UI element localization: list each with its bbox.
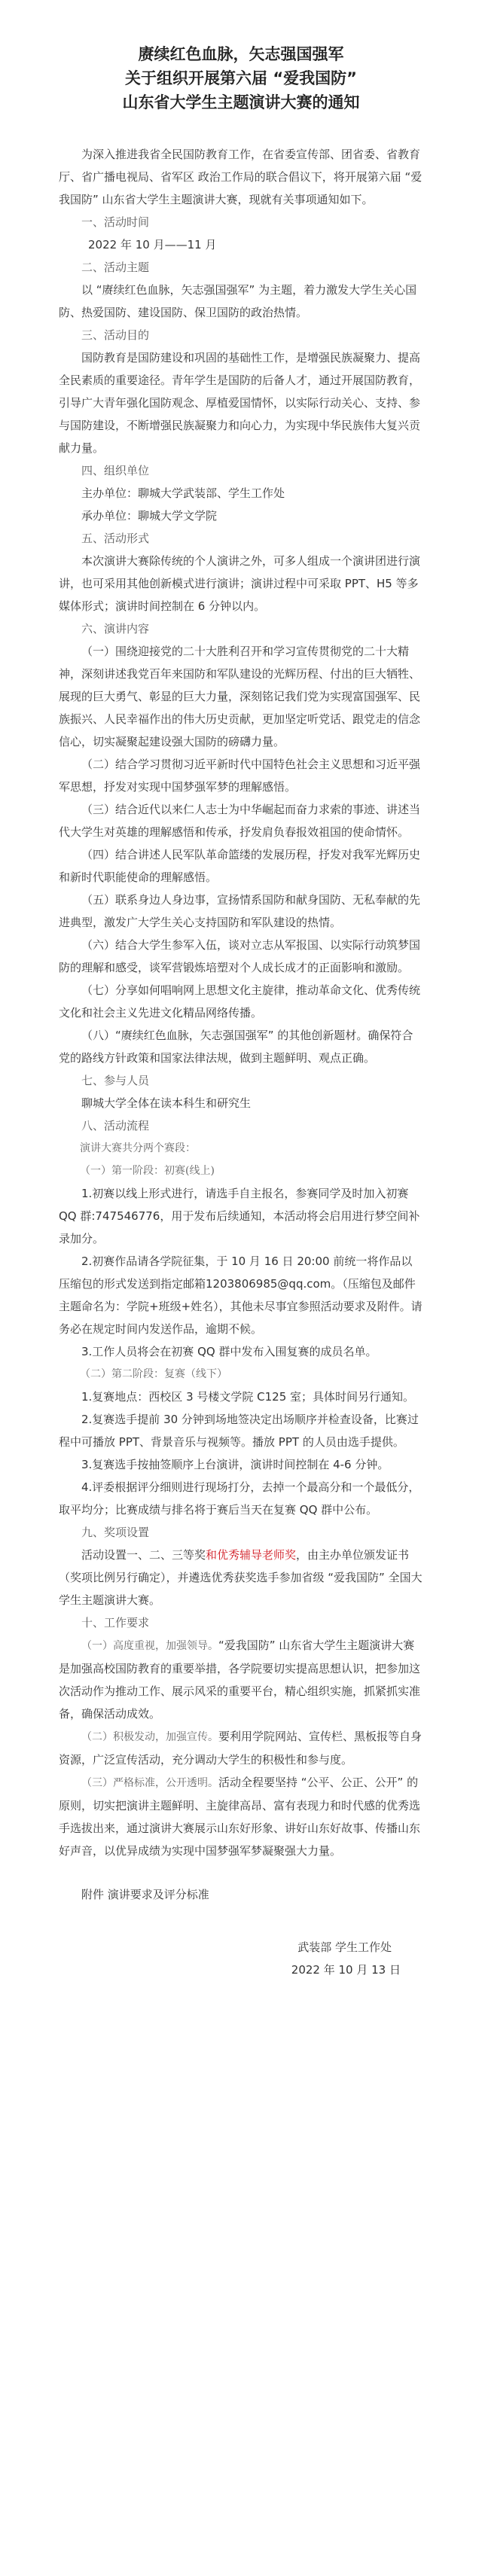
title-line-3: 山东省大学生主题演讲大赛的通知 — [122, 93, 360, 111]
theme-paragraph: 以 “赓续红色血脉，矢志强国强军” 为主题，着力激发大学生关心国防、热爱国防、建设国防、保卫国防的政治热情。 — [59, 283, 417, 319]
content-item-4: （四）结合讲述人民军队革命篮缕的发展历程，抒发对我军光辉历史和新时代职能使命的理解感悟。 — [59, 848, 421, 884]
content-item-5: （五）联系身边人身边事，宣扬情系国防和献身国防、无私奉献的先进典型，激发广大学生关心支持国防和军队建设的热情。 — [59, 893, 421, 929]
section-heading-format: 五、活动形式 — [81, 532, 150, 545]
requirement-2 — [59, 1725, 423, 1771]
awards-paragraph — [59, 1544, 423, 1611]
participants-paragraph: 聊城大学全体在读本科生和研究生 — [81, 1096, 252, 1110]
section-heading-content: 六、演讲内容 — [81, 622, 150, 636]
requirement-1-label: （一）高度重视，加强领导。 — [81, 1640, 218, 1652]
title-line-2: 关于组织开展第六届 “爱我国防” — [125, 69, 357, 87]
stage-2-step-2: 2.复赛选手提前 30 分钟到场地签决定出场顺序并检查设备，比赛过程中可播放 PPT、背景音乐与视频等。播放 PPT 的人员由选手提供。 — [59, 1413, 419, 1449]
section-heading-organizers: 四、组织单位 — [81, 464, 150, 477]
content-item-1: （一）围绕迎接党的二十大胜利召开和学习宣传贯彻党的二十大精神，深刻讲述我党百年来国防和军队建设的光辉历程、付出的巨大牺牲、展现的巨大勇气、彰显的巨大力量，深刻铭记我们党为实现富国强军、民族振兴、人民幸福作出的伟大历史贡献，更加坚定听党话、跟党走的信念信心，切实凝聚起建设强大国防的磅礴力量。 — [59, 645, 421, 748]
section-heading-theme: 二、活动主题 — [81, 261, 150, 274]
process-overview: 演讲大赛共分两个赛段： — [80, 1142, 196, 1154]
content-item-8: （八）“赓续红色血脉，矢志强国强军” 的其他创新题材。确保符合党的路线方针政策和国家法律法规，做到主题鲜明、观点正确。 — [59, 1029, 413, 1065]
awards-highlight: 和优秀辅导老师奖 — [206, 1548, 297, 1562]
content-item-6: （六）结合大学生参军入伍，谈对立志从军报国、以实际行动筑梦国防的理解和感受，谈军营锻炼培塑对个人成长成才的正面影响和激励。 — [59, 938, 421, 974]
document-title — [59, 42, 423, 114]
issue-date: 2022 年 10 月 13 日 — [291, 1963, 401, 1977]
content-item-7: （七）分享如何唱响网上思想文化主旋律，推动革命文化、优秀传统文化和社会主义先进文化精品网络传播。 — [59, 983, 421, 1020]
section-heading-requirements: 十、工作要求 — [81, 1616, 150, 1629]
requirement-2-text: 要利用学院网站、宣传栏、黑板报等自身资源，广泛宣传活动，充分调动大学生的积极性和参与度。 — [59, 1730, 423, 1767]
requirement-3-label: （三）严格标准，公开透明。 — [81, 1777, 218, 1789]
requirement-1-text: “爱我国防” 山东省大学生主题演讲大赛是加强高校国防教育的重要举措，各学院要切实提高思想认识，把参加这次活动作为推动工作、展示风采的重要平台，精心组织实施，抓紧抓实准备，确保活动成效。 — [59, 1639, 421, 1721]
attachment-line: 附件 演讲要求及评分标准 — [81, 1888, 209, 1901]
activity-time: 2022 年 10 月——11 月 — [88, 238, 217, 252]
stage-2-heading: （二）第二阶段：复赛（线下） — [80, 1368, 227, 1380]
stage-1-step-1: 1.初赛以线上形式进行，请选手自主报名，参赛同学及时加入初赛 QQ 群:747546776，用于发布后续通知，本活动将会启用进行梦空间补录加分。 — [59, 1187, 420, 1245]
stage-1-step-2: 2.初赛作品请各学院征集，于 10 月 16 日 20:00 前统一将作品以压缩包的形式发送到指定邮箱1203806985@qq.com。（压缩包及邮件主题命名为：学院+班级+姓名），其他未尽事宜参照活动要求及附件。请务必在规定时间内发送作品，逾期不候。 — [59, 1254, 423, 1336]
stage-1-heading: （一）第一阶段：初赛(线上) — [80, 1165, 215, 1177]
requirement-2-label: （二）积极发动，加强宣传。 — [81, 1731, 218, 1743]
section-heading-process: 八、活动流程 — [81, 1119, 150, 1133]
stage-2-step-4: 4.评委根据评分细则进行现场打分，去掉一个最高分和一个最低分，取平均分；比赛成绩与排名将于赛后当天在复赛 QQ 群中公布。 — [59, 1480, 420, 1517]
host-unit: 主办单位：聊城大学武装部、学生工作处 — [81, 486, 285, 500]
awards-text-end: ，由主办单位颁发证书（奖项比例另行确定），并遴选优秀获奖选手参加省级 “爱我国防” 全国大学生主题演讲大赛。 — [59, 1548, 423, 1607]
stage-1-step-3: 3.工作人员将会在初赛 QQ 群中发布入围复赛的成员名单。 — [81, 1345, 377, 1358]
requirement-1 — [59, 1634, 423, 1725]
stage-2-step-3: 3.复赛选手按抽签顺序上台演讲，演讲时间控制在 4-6 分钟。 — [81, 1458, 389, 1471]
section-heading-awards: 九、奖项设置 — [81, 1526, 150, 1539]
signature: 武装部 学生工作处 — [297, 1940, 392, 1954]
section-heading-participants: 七、参与人员 — [81, 1074, 150, 1087]
spacer — [59, 1862, 423, 1883]
awards-text-start: 活动设置一、二、三等奖 — [81, 1548, 206, 1562]
spacer — [59, 1906, 423, 1936]
content-item-2: （二）结合学习贯彻习近平新时代中国特色社会主义思想和习近平强军思想，抒发对实现中国梦强军梦的理解感悟。 — [59, 758, 421, 794]
stage-2-step-1: 1.复赛地点：西校区 3 号楼文学院 C125 室；具体时间另行通知。 — [81, 1390, 415, 1404]
organizer-unit: 承办单位：聊城大学文学院 — [81, 509, 218, 523]
format-paragraph: 本次演讲大赛除传统的个人演讲之外，可多人组成一个演讲团进行演讲，也可采用其他创新模式进行演讲；演讲过程中可采取 PPT、H5 等多媒体形式；演讲时间控制在 6 分钟以内。 — [59, 554, 421, 613]
content-item-3: （三）结合近代以来仁人志士为中华崛起而奋力求索的事迹、讲述当代大学生对英雄的理解感悟和传承，抒发肩负春报效祖国的使命情怀。 — [59, 803, 421, 839]
section-heading-time: 一、活动时间 — [81, 215, 150, 229]
section-heading-purpose: 三、活动目的 — [81, 328, 150, 342]
requirement-3 — [59, 1771, 423, 1862]
intro-paragraph: 为深入推进我省全民国防教育工作，在省委宣传部、团省委、省教育厅、省广播电视局、省军区 政治工作局的联合倡议下，将开展第六届 “爱我国防” 山东省大学生主题演讲大赛，现就有关事项通知如下。 — [59, 148, 423, 206]
purpose-paragraph: 国防教育是国防建设和巩固的基础性工作，是增强民族凝聚力、提高全民素质的重要途径。青年学生是国防的后备人才，通过开展国防教育，引导广大青年强化国防观念、厚植爱国情怀，以实际行动关心、支持、参与国防建设，不断增强民族凝聚力和向心力，为实现中华民族伟大复兴贡献力量。 — [59, 351, 421, 455]
title-line-1: 赓续红色血脉，矢志强国强军 — [138, 45, 344, 63]
requirement-3-text: 活动全程要坚持 “公平、公正、公开” 的原则，切实把演讲主题鲜明、主旋律高昂、富有表现力和时代感的优秀选手选拔出来，通过演讲大赛展示山东好形象、讲好山东好故事、传播山东好声音，以优异成绩为实现中国梦强军梦凝聚强大力量。 — [59, 1776, 421, 1858]
